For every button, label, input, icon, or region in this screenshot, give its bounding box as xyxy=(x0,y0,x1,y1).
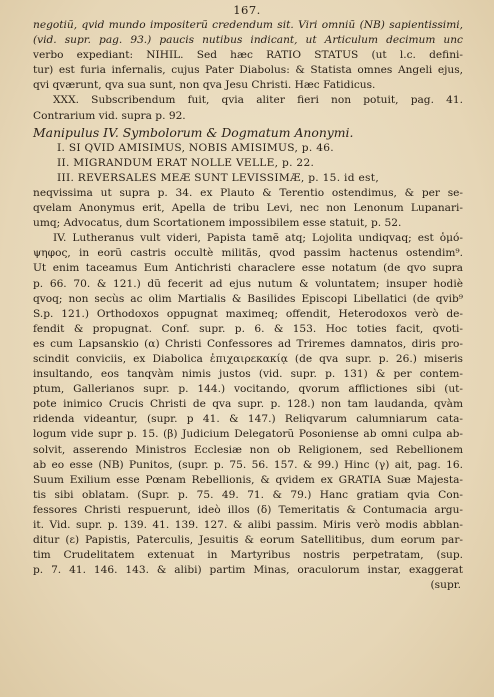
list-item: II. MIGRANDUM ERAT NOLLE VELLE, p. 22. xyxy=(57,156,315,169)
text-line: fessores Christi respuerunt, ideò illos (δ) Temeritatis & Contumacia argu- xyxy=(33,503,463,516)
text-line: qvelam Anonymus erit, Apella de tribu Levi, nec non Lenonum Lupanari- xyxy=(33,202,463,215)
text-line: logum vide supr p. 15. (β) Judicium Delegatorũ Posoniense ab omni culpa ab- xyxy=(33,428,463,441)
text-line: S.p. 121.) Orthodoxos oppugnat maximeq; offendit, Heterodoxos verò de- xyxy=(33,307,463,320)
text-line: (vid. supr. pag. 93.) paucis nutibus indicant, ut Articulum decimum unc xyxy=(33,34,463,47)
page-number: 167. xyxy=(233,3,261,17)
catchword: (supr. xyxy=(430,579,461,592)
text-line: negotiũ, qvid mundo impositerũ credendum sit. Viri omniũ (NB) sapientissimi, xyxy=(33,19,463,31)
text-line: IV. Lutheranus vult videri, Papista tamẽ atq; Lojolita undiqvaq; est ὁμό- xyxy=(53,232,463,245)
text-line: pote inimico Crucis Christi de qva supr. p. 128.) non tam laudanda, qvàm xyxy=(33,398,463,411)
text-line: scindit conviciis, ex Diabolica ἐπιχαιρεκακίᾳ (de qva supr. p. 26.) miseris xyxy=(33,352,463,365)
text-line: p. 66. 70. & 121.) dũ fecerit ad ejus nutum & voluntatem; insuper hodiè xyxy=(33,277,463,290)
text-line: ab eo esse (NB) Punitos, (supr. p. 75. 56. 157. & 99.) Hinc (γ) ait, pag. 16. xyxy=(33,458,463,471)
text-line: tur) est furia infernalis, cujus Pater Diabolus: & Statista omnes Angeli ejus, xyxy=(33,64,463,77)
text-line: fendit & propugnat. Conf. supr. p. 6. & 153. Hoc toties facit, qvoti- xyxy=(33,322,463,335)
text-block xyxy=(33,18,463,593)
text-line: es cum Lapsanskio (α) Christi Confessores ad Triremes damnatos, diris pro- xyxy=(33,337,463,350)
text-line: ptum, Gallerianos supr. p. 144.) vocitando, qvorum afflictiones sibi (ut- xyxy=(33,383,463,396)
list-item: I. SI QVID AMISIMUS, NOBIS AMISIMUS, p. 46. xyxy=(57,141,334,154)
text-line: p. 7. 41. 146. 143. & alibi) partim Minas, oraculorum instar, exaggerat xyxy=(33,564,463,577)
text-line: it. Vid. supr. p. 139. 41. 139. 127. & alibi passim. Miris verò modis abblan- xyxy=(33,519,463,531)
text-line: ridenda videantur, (supr. p 41. & 147.) Reliqvarum calumniarum cata- xyxy=(33,413,463,426)
text-line: tim Crudelitatem extenuat in Martyribus nostris perpetratam, (sup. xyxy=(33,549,463,562)
text-line: ditur (ε) Papistis, Paterculis, Jesuitis & eorum Satellitibus, dum eorum par- xyxy=(33,534,463,547)
text-line: neqvissima ut supra p. 34. ex Plauto & Terentio ostendimus, & per se- xyxy=(33,186,463,199)
text-line: insultando, eos tanqvàm nimis justos (vid. supr. p. 131) & per contem- xyxy=(33,368,463,381)
text-line: XXX. Subscribendum fuit, qvia aliter fieri non potuit, pag. 41. xyxy=(53,94,463,107)
text-line: solvit, asserendo Ministros Ecclesiæ non ob Religionem, sed Rebellionem xyxy=(33,443,463,456)
text-line: qvi qværunt, qva sua sunt, non qva Jesu Christi. Hæc Fatidicus. xyxy=(33,79,376,92)
text-line: qvoq; non secùs ac olim Martialis & Basilides Episcopi Libellatici (de qvib⁹ xyxy=(33,292,463,305)
text-line: verbo expediant: NIHIL. Sed hæc RATIO STATUS (ut l.c. defini- xyxy=(33,49,463,62)
section-heading: Manipulus IV. Symbolorum & Dogmatum Anonymi. xyxy=(33,124,354,140)
text-line: tis sibi oblatam. (Supr. p. 75. 49. 71. & 79.) Hanc gratiam qvia Con- xyxy=(33,488,463,501)
text-line: umq; Advocatus, dum Scortationem impossibilem esse statuit, p. 52. xyxy=(33,217,402,230)
list-item: III. REVERSALES MEÆ SUNT LEVISSIMÆ, p. 15. id est, xyxy=(57,171,380,184)
text-line: ψηφος, in eorũ castris occultè militãs, qvod passim hactenus ostendim⁹. xyxy=(33,247,463,260)
text-line: Suum Exilium esse Pœnam Rebellionis, & qvidem ex GRATIA Suæ Majesta- xyxy=(33,473,463,486)
text-line: Contrarium vid. supra p. 92. xyxy=(33,109,186,122)
text-line: Ut enim taceamus Eum Antichristi characlere esse notatum (de qvo supra xyxy=(33,262,463,275)
